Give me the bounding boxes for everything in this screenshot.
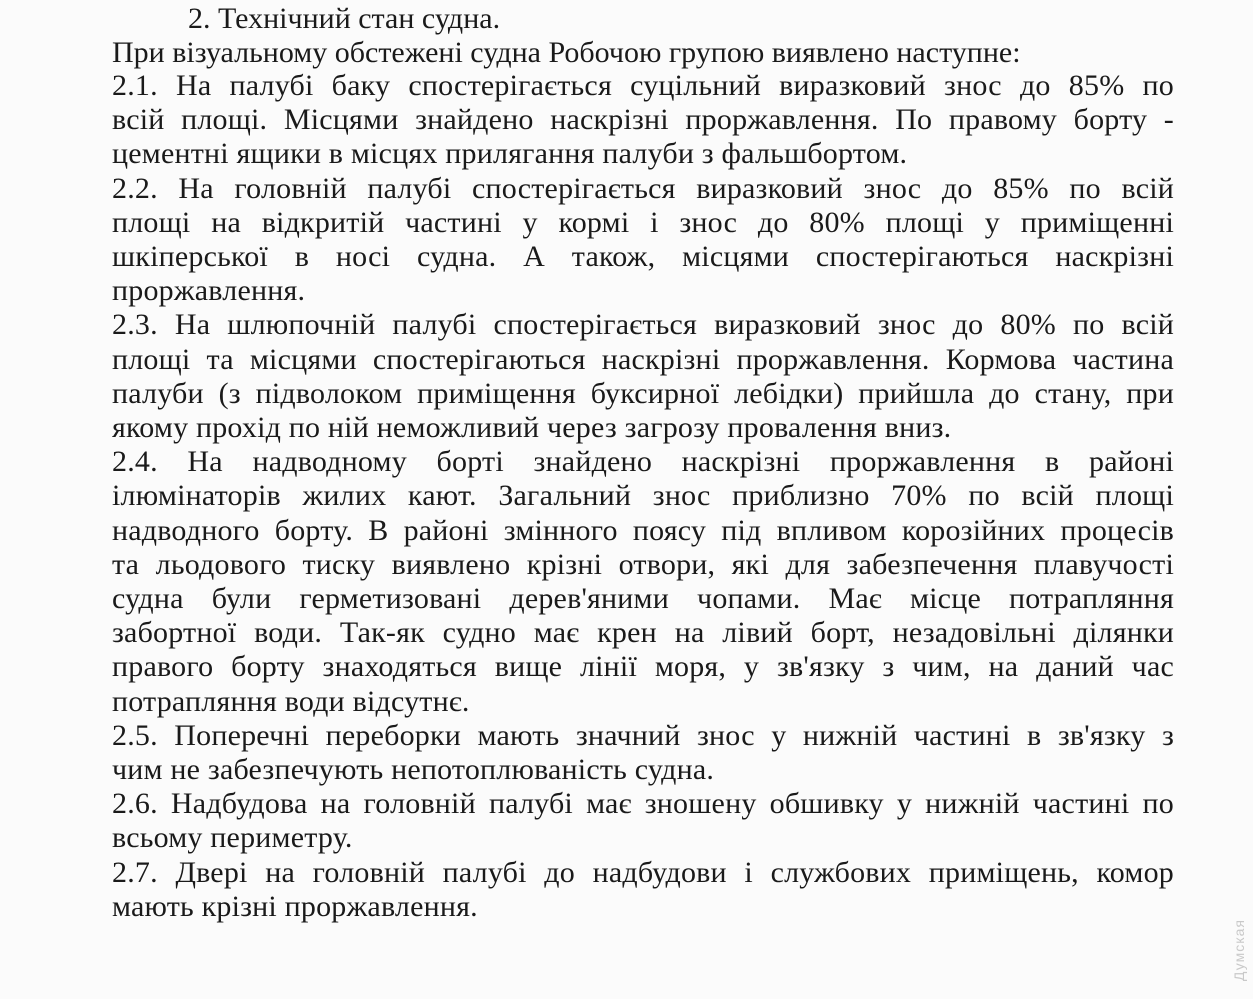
paragraph-2 [112, 172, 1174, 309]
paragraph-3 [112, 308, 1174, 445]
intro-text: При візуальному обстежені судна Робочою групою виявлено наступне: [112, 36, 1021, 69]
paragraph-line: надводного борту. В районі змінного поясу під впливом корозійних процесів [112, 513, 1174, 547]
paragraph-line: 2.3. На шлюпочній палубі спостерігається виразковий знос до 80% по всій [112, 308, 1174, 342]
paragraph-line: палуби (з підволоком приміщення буксирної лебідки) прийшла до стану, при [112, 376, 1174, 410]
section-heading: 2. Технічний стан судна. [188, 2, 501, 35]
paragraph-line: 2.5. Поперечні переборки мають значний знос у нижній частині в зв'язку з [112, 718, 1174, 752]
paragraph-4 [112, 445, 1174, 719]
paragraph-line: шкіперської в носі судна. А також, місцями спостерігаються наскрізні [112, 240, 1174, 274]
paragraph-line: площі на відкритій частині у кормі і знос до 80% площі у приміщенні [112, 205, 1174, 239]
paragraph-line: правого борту знаходяться вище лінії моря, у зв'язку з чим, на даний час [112, 650, 1174, 684]
paragraph-line: всій площі. Місцями знайдено наскрізні проржавлення. По правому борту - [112, 103, 1174, 137]
paragraph-line: 2.7. Двері на головній палубі до надбудови і службових приміщень, комор [112, 855, 1174, 889]
paragraph-line: потрапляння води відсутнє. [112, 684, 470, 718]
paragraph-7 [112, 856, 1174, 924]
paragraph-line: судна були герметизовані дерев'яними чопами. Має місце потрапляння [112, 582, 1174, 616]
paragraph-line: всьому периметру. [112, 821, 353, 855]
paragraph-line: цементні ящики в місцях прилягання палуби з фальшбортом. [112, 137, 908, 171]
paragraph-line: та льодового тиску виявлено крізні отвори, які для забезпечення плавучості [112, 547, 1174, 581]
paragraph-line: 2.2. На головній палубі спостерігається виразковий знос до 85% по всій [112, 171, 1174, 205]
watermark: Думская [1231, 918, 1247, 981]
paragraph-line: мають крізні проржавлення. [112, 889, 478, 923]
paragraph-line: забортної води. Так-як судно має крен на лівий борт, незадовільні ділянки [112, 616, 1174, 650]
paragraph-line: проржавлення. [112, 274, 306, 308]
paragraph-line: чим не забезпечують непотоплюваність судна. [112, 753, 715, 787]
paragraph-line: ілюмінаторів жилих кают. Загальний знос приблизно 70% по всій площі [112, 479, 1174, 513]
paragraph-line: площі та місцями спостерігаються наскрізні проржавлення. Кормова частина [112, 342, 1174, 376]
paragraph-6 [112, 787, 1174, 855]
paragraph-5 [112, 719, 1174, 787]
document-body [112, 69, 1174, 924]
paragraph-line: якому прохід по ній неможливий через загрозу провалення вниз. [112, 411, 952, 445]
paragraph-line: 2.1. На палубі баку спостерігається суцільний виразковий знос до 85% по [112, 69, 1174, 102]
paragraph-line: 2.4. На надводному борті знайдено наскрізні проржавлення в районі [112, 445, 1174, 479]
paragraph-1 [112, 69, 1174, 172]
paragraph-line: 2.6. Надбудова на головній палубі має зношену обшивку у нижній частині по [112, 787, 1174, 821]
